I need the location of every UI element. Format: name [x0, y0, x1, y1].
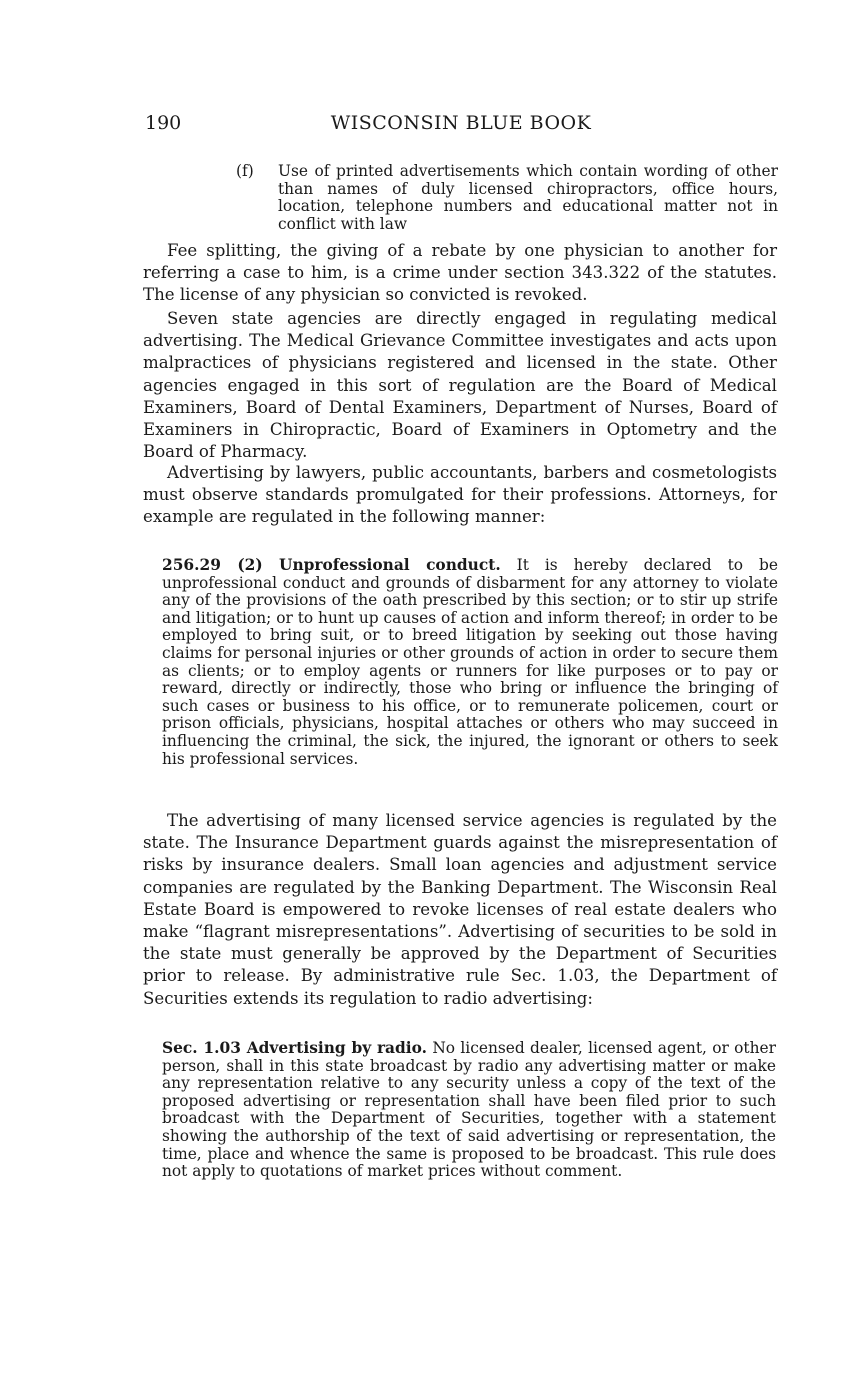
page-header	[145, 112, 777, 138]
paragraph-text: Fee splitting, the giving of a rebate by one physician to another for referring a case to him, is a crime under section 343.322 of the statutes. The license of any physician so convicted is revoked.	[143, 241, 777, 305]
paragraph-text: Seven state agencies are directly engaged in regulating medical advertising. The Medical Grievance Committee investigates and acts upon malpractices of physicians registered and licensed in the state. Other agencies engaged in this sort of regulation are the Board of Medical Examiners, Board of Dental Examiners, Department of Nurses, Board of Examiners in Chiropractic, Board of Examiners in Optometry and the Board of Pharmacy.	[143, 309, 777, 462]
list-item-label: (f)	[236, 162, 254, 180]
quote-advertising-by-radio	[162, 1040, 776, 1181]
running-title: WISCONSIN BLUE BOOK	[330, 112, 592, 134]
page-number: 190	[145, 112, 182, 134]
quote-unprofessional-conduct	[162, 557, 778, 768]
quote-text: No licensed dealer, licensed agent, or other person, shall in this state broadcast by radio any advertising matter or make any representation relative to any security unless a copy of the text of the proposed advertising or representation shall have been filed prior to such broadcast with the Department of Securities, together with a statement showing the authorship of the text of said advertising or representation, the time, place and whence the same is proposed to be broadcast. This rule does not apply to quotations of market prices without comment.	[162, 1039, 776, 1181]
paragraph-state-agencies	[143, 308, 777, 463]
quote-heading: Sec. 1.03 Advertising by radio.	[162, 1039, 427, 1057]
quote-heading: 256.29 (2) Unprofessional conduct.	[162, 556, 501, 574]
list-item-f	[236, 163, 778, 233]
paragraph-advertising-lawyers	[143, 462, 777, 529]
paragraph-text: Advertising by lawyers, public accountants, barbers and cosmetologists must observe standards promulgated for their professions. Attorneys, for example are regulated in the following manner:	[143, 463, 777, 527]
list-item-text: Use of printed advertisements which contain wording of other than names of duly licensed chiropractors, office hours, location, telephone numbers and educational matter not in conflict with law	[278, 162, 778, 233]
quote-text: It is hereby declared to be unprofessional conduct and grounds of disbarment for any attorney to violate any of the provisions of the oath prescribed by this section; or to stir up strife and litigation; or to hunt up causes of action and inform thereof; in order to be employed to bring suit, or to breed litigation by seeking out those having claims for personal injuries or other grounds of action in order to secure them as clients; or to employ agents or runners for like purposes or to pay or reward, directly or indirectly, those who bring or influence the bringing of such cases or business to his office, or to remunerate policemen, court or prison officials, physicians, hospital attaches or others who may succeed in influencing the criminal, the sick, the injured, the ignorant or others to seek his professional services.	[162, 556, 778, 768]
paragraph-fee-splitting	[143, 240, 777, 307]
paragraph-service-agencies	[143, 810, 777, 1010]
paragraph-text: The advertising of many licensed service agencies is regulated by the state. The Insurance Department guards against the misrepresentation of risks by insurance dealers. Small loan agencies and adjustment service companies are regulated by the Banking Department. The Wisconsin Real Estate Board is empowered to revoke licenses of real estate dealers who make “flagrant misrepresentations”. Advertising of securities to be sold in the state must generally be approved by the Department of Securities prior to release. By administrative rule Sec. 1.03, the Department of Securities extends its regulation to radio advertising:	[143, 811, 777, 1008]
